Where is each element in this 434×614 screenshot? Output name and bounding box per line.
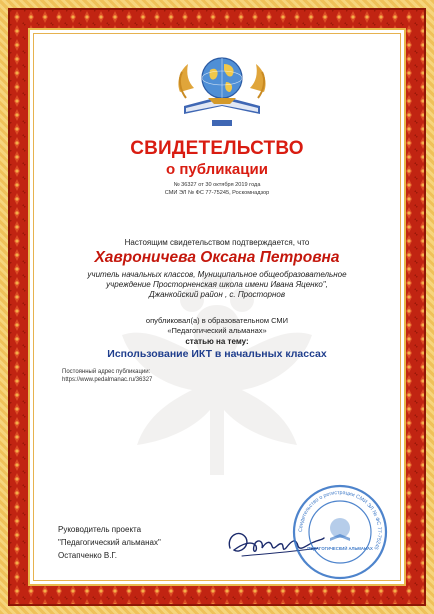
author-position-line: учитель начальных классов, Муниципальное общеобразовательное (87, 270, 347, 279)
author-name: Хавроничева Оксана Петровна (94, 249, 340, 266)
address-label: Постоянный адрес публикации: (62, 369, 151, 375)
author-position-line: Джанкойский район , с. Просторнов (148, 290, 286, 299)
article-title: Использование ИКТ в начальных классах (107, 348, 327, 360)
intro-text: Настоящим свидетельством подтверждается, что (124, 238, 310, 247)
certificate-subtitle: о публикации (166, 161, 268, 178)
stamp-center-text: ПЕДАГОГИЧЕСКИЙ АЛЬМАНАХ (307, 546, 373, 551)
smi-registration: СМИ ЭЛ № ФС 77-75245, Роскомнадзор (164, 190, 270, 196)
signer-name: Остапченко В.Г. (58, 551, 118, 560)
published-in-line: опубликовал(а) в образовательном СМИ (145, 316, 289, 325)
globe-book-laurel-emblem-icon (172, 48, 272, 134)
stamp-outer-text: Свидетельство о регистрации СМИ ЭЛ № ФС 77-75245 (297, 489, 383, 551)
signer-role: Руководитель проекта (58, 525, 142, 534)
topic-label: статью на тему: (185, 337, 249, 346)
signer-project: "Педагогический альманах" (58, 538, 161, 547)
registration-number: № 36327 от 30 октября 2019 года (173, 182, 261, 188)
blue-round-stamp-icon (290, 482, 390, 582)
publication-url-link[interactable]: https://www.pedalmanac.ru/36327 (62, 377, 153, 383)
author-position-line: учреждение Просторненская школа имени Ивана Яценко", (106, 280, 328, 289)
certificate-content-panel (30, 30, 404, 584)
certificate-title: СВИДЕТЕЛЬСТВО (130, 138, 304, 159)
journal-name: «Педагогический альманах» (167, 326, 267, 335)
